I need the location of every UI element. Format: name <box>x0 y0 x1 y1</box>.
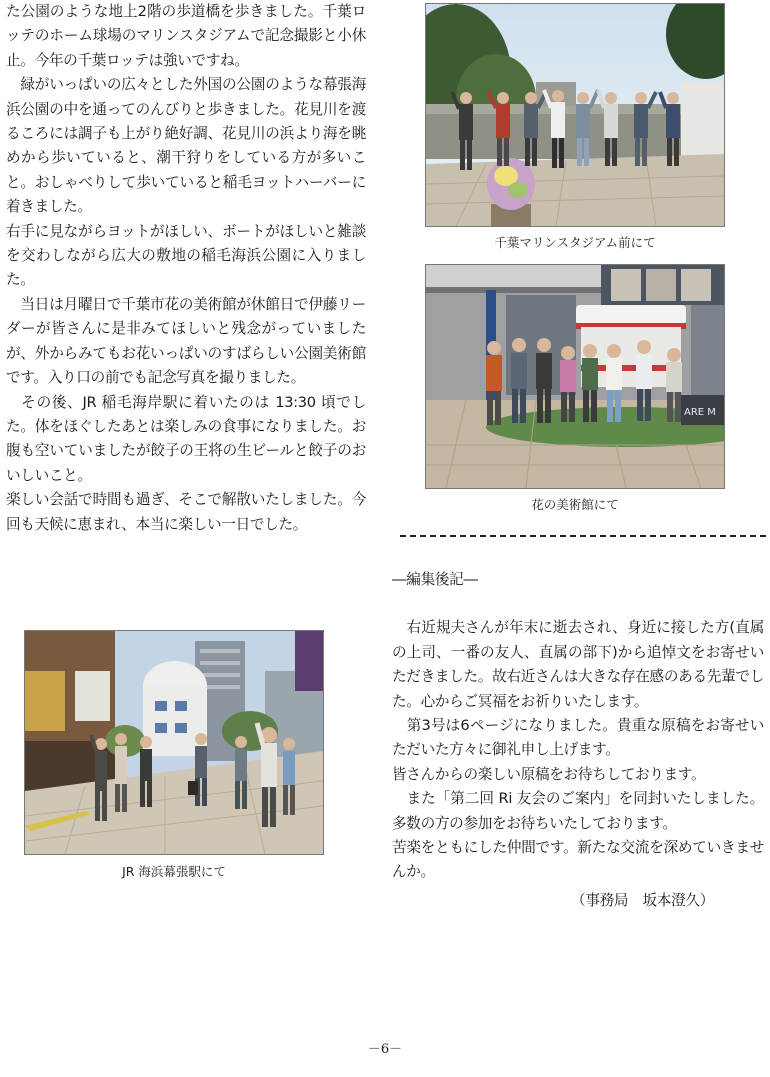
section-divider <box>400 535 766 537</box>
jr-station-photo <box>24 630 324 855</box>
afterword-signature: （事務局 坂本澄久） <box>571 891 714 909</box>
jr-station-caption: JR 海浜幕張駅にて <box>122 864 226 879</box>
marine-stadium-photo <box>425 3 725 227</box>
flower-museum-photo-image <box>426 265 724 488</box>
marine-stadium-caption: 千葉マリンスタジアム前にて <box>494 235 656 250</box>
article-paragraph: 右手に見ながらヨットがほしい、ボートがほしいと雑談を交わしながら広大の敷地の稲毛海浜公園に入りました。 <box>6 222 366 289</box>
article-paragraph: 楽しい会話で時間も過ぎ、そこで解散いたしました。今回も天候に恵まれ、本当に楽しい一日でした。 <box>6 491 366 533</box>
article-paragraph: 当日は月曜日で千葉市花の美術館が休館日で伊藤リーダーが皆さんに是非みてほしいと残念がっていましたが、外からみてもお花いっぱいのすばらしい公園美術館です。入り口の前でも記念写真を撮りました。 <box>6 295 366 387</box>
page-number: －6－ <box>367 1042 403 1057</box>
afterword-paragraph: 皆さんからの楽しい原稿をお待ちしております。 <box>392 765 706 783</box>
afterword-paragraph: また「第二回 Ri 友会のご案内」を同封いたしました。多数の方の参加をお待ちいたしております。 <box>392 790 764 832</box>
afterword-section <box>392 568 764 913</box>
article-paragraph: その後、JR 稲毛海岸駅に着いたのは 13:30 頃でした。体をほぐしたあとは楽しみの食事になりました。お腹も空いていましたが餃子の王将の生ビールと餃子のおいしいこと。 <box>6 393 366 484</box>
flower-museum-sign-text: ARE M <box>684 407 716 418</box>
article-paragraph: 緑がいっぱいの広々とした外国の公園のような幕張海浜公園の中を通ってのんびりと歩きました。花見川を渡るころには調子も上がり絶好調、花見川の浜より海を眺めから歩いていると、潮干狩りをしている方が多いこと。おしゃべりして歩いていると稲毛ヨットハーバーに着きました。 <box>6 76 366 216</box>
afterword-heading: ―編集後記― <box>392 571 478 588</box>
afterword-paragraph: 右近規夫さんが年末に逝去され、身近に接した方(直属の上司、一番の友人、直属の部下)から追悼文をお寄せいただきました。故右近さんは大きな存在感のある先輩でした。心からご冥福をお祈りいたします。 <box>392 619 764 710</box>
article-paragraph: た公園のような地上2階の歩道橋を歩きました。千葉ロッテのホーム球場のマリンスタジアムで記念撮影と小休止。今年の千葉ロッテは強いですね。 <box>6 3 366 69</box>
afterword-paragraph: 苦楽をともにした仲間です。新たな交流を深めていきませんか。 <box>392 839 764 881</box>
jr-station-photo-image <box>25 631 323 854</box>
article-body <box>6 0 366 537</box>
marine-stadium-photo-image <box>426 4 724 226</box>
flower-museum-photo <box>425 264 725 489</box>
flower-museum-caption: 花の美術館にて <box>531 497 619 512</box>
afterword-paragraph: 第3号は6ページになりました。貴重な原稿をお寄せいただいた方々に御礼申し上げます。 <box>392 717 764 759</box>
